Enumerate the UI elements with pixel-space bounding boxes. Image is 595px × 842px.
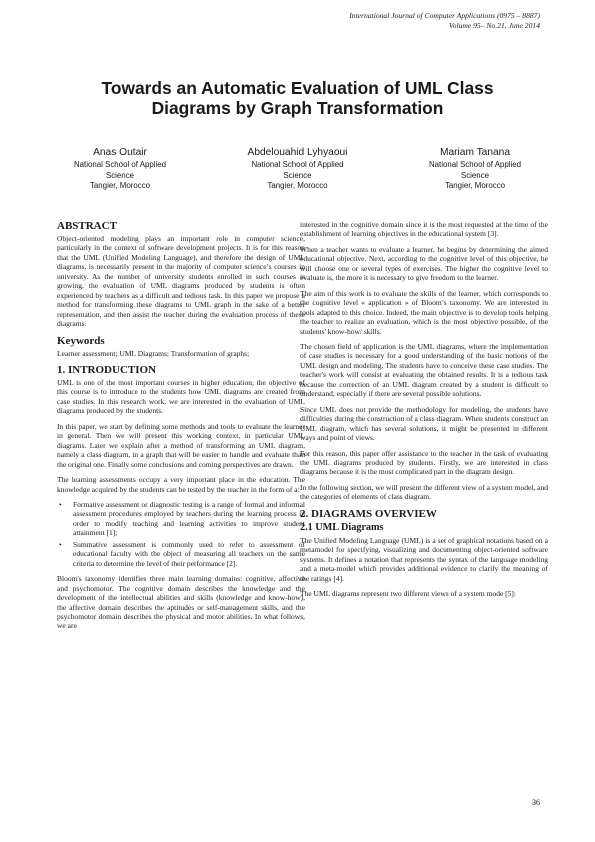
author-location: Tangier, Morocco	[89, 181, 151, 191]
intro-paragraph-1: UML is one of the most important courses in higher education; the objective of this course is to introduce to the students how UML diagrams are created from case studies. In this research work, we are interested in the evaluation of UML diagrams produced by the students.	[57, 377, 305, 416]
author-affiliation: National School of Applied	[251, 160, 344, 169]
author-affiliation-cont: Science	[105, 170, 135, 180]
body-paragraph-3: The aim of this work is to evaluate the skills of the learner, which corresponds to the cognitive level « application » of Bloom’s taxonomy. We are interested in tools adapted to this choice. Indeed, the main objective is to develop tools helping the teacher to realize an evaluation, which is the most objective possible, of the students' know-how/ skills.	[300, 288, 548, 336]
author-affiliation-cont: Science	[283, 170, 312, 180]
author-location: Tangier, Morocco	[444, 181, 506, 191]
author-name: Mariam Tanana	[439, 147, 511, 158]
bullet-icon: •	[59, 499, 62, 509]
keywords-heading: Keywords	[57, 334, 105, 347]
title-line-1: Towards an Automatic Evaluation of UML Class	[101, 78, 494, 98]
section-2-heading: 2. DIAGRAMS OVERVIEW	[300, 507, 437, 520]
paper-title	[40, 78, 555, 118]
intro-paragraph-4: Bloom's taxonomy identifies three main learning domains: cognitive, affective and psychomotor. The cognitive domain describes the knowledge and the development of the intellectual abilities and skills (knowledge and know-how), the affective domain describes the aptitudes or self-management skills, and the psychomotor domain describes the physical and motor abilities. In what follows, we are	[57, 574, 305, 631]
journal-name: International Journal of Computer Applications (0975 – 8887)	[349, 11, 540, 20]
body-paragraph-6: For this reason, this paper offer assistance to the teacher in the task of evaluating the UML diagrams produced by students. Firstly, we are interested in class diagrams because it is the most complicated part in the diagram design.	[300, 448, 548, 477]
list-item-text: Summative assessment is commonly used to refer to assessment of educational faculty with the object of measuring all teachers on the same criteria to determine the level of their performance [2].	[73, 539, 305, 568]
body-paragraph-4: The chosen field of application is the UML diagrams, where the implementation of case studies is necessary for a good understanding of the basic notions of the UML design and modeling. The students have to conceive these case studies. The teacher's work will consist at evaluating the obtained results. It is a tedious task because the correction of an UML diagram created by a student is difficult to understand, especially if there are several possible solutions.	[300, 341, 548, 399]
section-2-1-heading: 2.1 UML Diagrams	[300, 521, 384, 533]
author-name: Anas Outair	[93, 147, 147, 158]
intro-paragraph-2: In this paper, we start by defining some methods and tools to evaluate the learner in general. Then we will present this working context, in particular UML diagrams. Later we explain after a method of transforming an UML diagram, namely a class diagram, in a graph that will be easier to handle and evaluate than the original one. Finally some conclusions and coming perspectives are drawn.	[57, 421, 305, 469]
body-paragraph-2: When a teacher wants to evaluate a learner, he begins by determining the aimed educational objective. Next, according to the cognitive level of this objective, he will choose one or several types of exercises. The higher the cognitive level to evaluate is, the more it is necessary to give freedom to the learner.	[300, 244, 548, 283]
bullet-icon: •	[59, 539, 62, 549]
intro-paragraph-3: The learning assessments occupy a very important place in the education. The knowledge acquired by the students can be tested by the teacher in the form of a:	[57, 475, 305, 494]
journal-volume: Volume 95– No.21, June 2014	[448, 20, 540, 30]
keywords-text: Learner assessment; UML Diagrams; Transformation of graphs;	[57, 348, 250, 358]
left-column	[57, 220, 305, 637]
right-column	[300, 220, 548, 605]
list-item-text: Formative assessment or diagnostic testing is a range of formal and informal assessment procedures employed by teachers during the learning process in order to modify teaching and learning activities to improve student attainment [1];	[73, 499, 305, 538]
author-3	[395, 146, 555, 192]
list-item	[57, 500, 305, 538]
list-item	[57, 540, 305, 568]
author-affiliation: National School of Applied	[73, 160, 167, 169]
author-2	[218, 146, 378, 192]
abstract-heading: ABSTRACT	[57, 220, 117, 232]
body-paragraph-1: interested in the cognitive domain since it is the most requested at the time of the establishment of learning objectives in the educational system [3].	[300, 220, 548, 239]
body-paragraph-5: Since UML does not provide the methodology for modeling, the students have difficulties during the construction of a class diagram. When students construct an UML diagram, which has several solutions, it might be presented in different ways and point of views.	[300, 404, 548, 443]
author-name: Abdelouahid Lyhyaoui	[247, 147, 348, 158]
body-paragraph-9: The UML diagrams represent two different views of a system mode [5]:	[300, 589, 516, 599]
body-paragraph-7: In the following section, we will present the different view of a system model, and the categories of elements of class diagram.	[300, 482, 548, 502]
author-location: Tangier, Morocco	[267, 181, 328, 191]
author-affiliation-cont: Science	[460, 170, 490, 180]
abstract-text: Object-oriented modeling plays an important role in computer science, particularly in the context of software development projects. It is for this reason that the UML (Unified Modeling Language), and therefore the design of UML diagrams, is necessarily present in the majority of computer science’s courses in university. As the number of university students enrolled in such courses is growing, the evaluation of UML diagrams produced by students is often experienced by teachers as a difficult and tedious task. In this paper we propose a method for transforming these diagrams to UML graph in the sake of a better representation, and then assist the teacher during the evaluation process of these diagrams.	[57, 234, 305, 329]
page-number: 36	[532, 798, 540, 807]
introduction-heading: 1. INTRODUCTION	[57, 363, 157, 376]
title-line-2: Diagrams by Graph Transformation	[151, 98, 444, 118]
assessment-list	[57, 500, 305, 568]
running-header	[240, 11, 540, 30]
body-paragraph-8: The Unified Modeling Language (UML) is a set of graphical notations based on a metamodel for specifying, visualizing and documenting object-oriented software systems. It defines a notation that represents the syntax of the language modeling and a meta-model which provides additional evidence to clarify the meaning of the ratings [4].	[300, 535, 548, 583]
author-affiliation: National School of Applied	[428, 160, 522, 169]
author-block	[40, 146, 555, 192]
author-1	[40, 146, 200, 192]
